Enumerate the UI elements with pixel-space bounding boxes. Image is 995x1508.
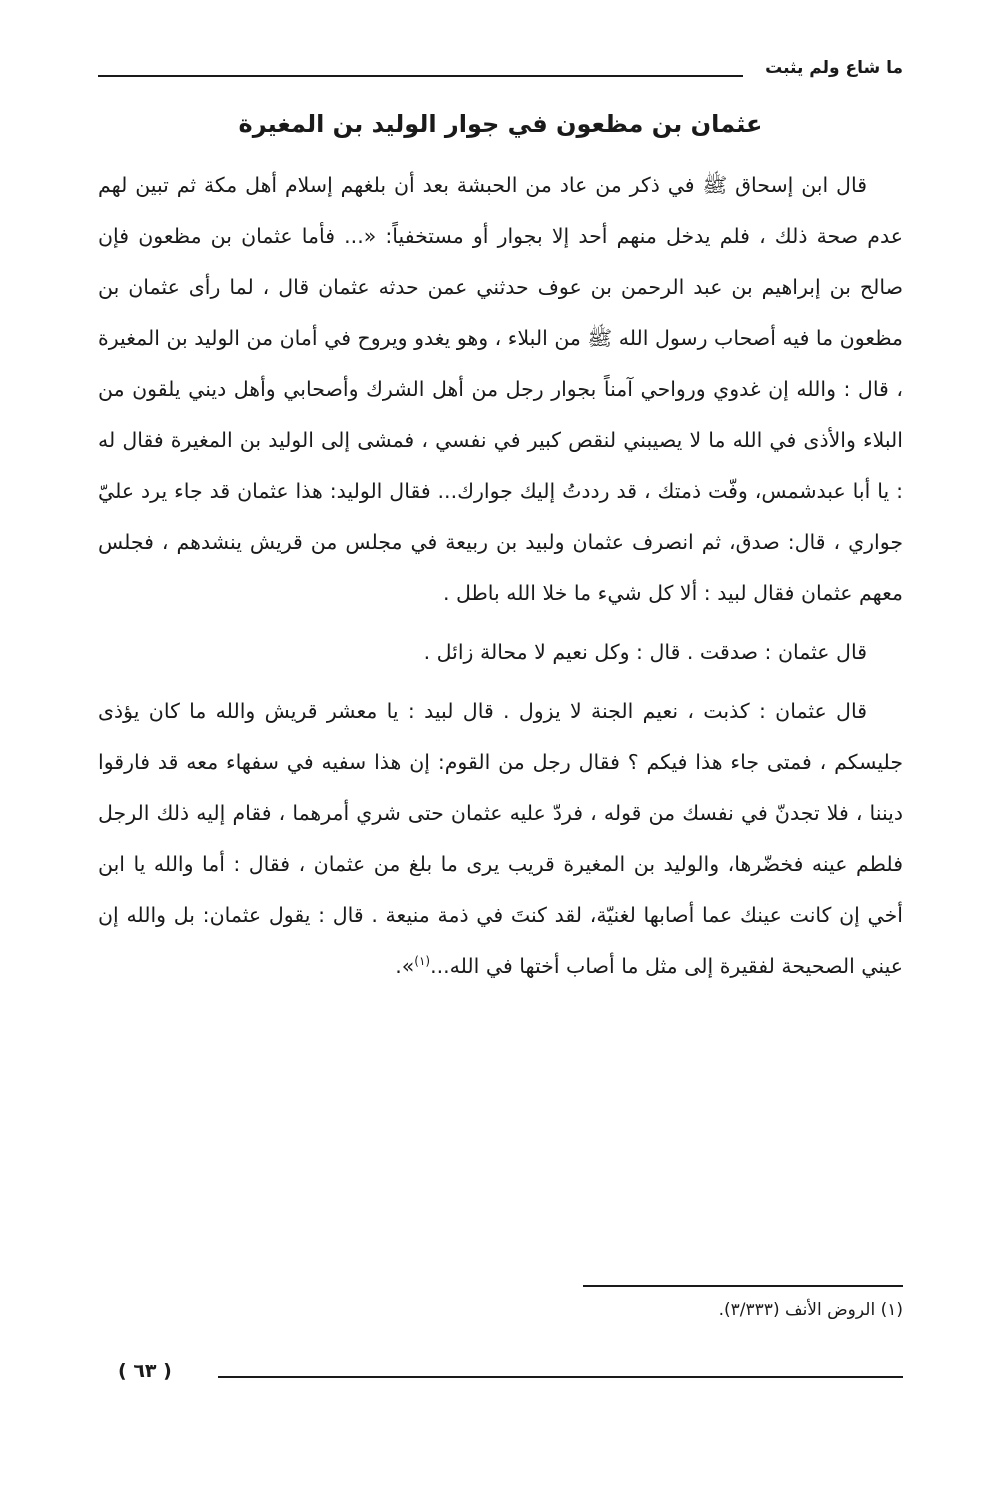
page-footer (98, 1360, 903, 1390)
footer-rule (218, 1376, 903, 1378)
paragraph-3-text: قال عثمان : كذبت ، نعيم الجنة لا يزول . قال لبيد : يا معشر قريش والله ما كان يؤذى جليسكم ، فمتى جاء هذا فيكم ؟ فقال رجل من القوم: إن هذا سفيه في سفهاء معه قد فارقوا ديننا ، فلا تجدنّ في نفسك من قوله ، فردّ عليه عثمان حتى شري أمرهما ، فقام إليه ذلك الرجل فلطم عينه فخضّرها، والوليد بن المغيرة قريب يرى ما بلغ من عثمان ، فقال : أما والله يا ابن أخي إن كانت عينك عما أصابها لغنيّة، لقد كنتَ في ذمة منيعة . قال : يقول عثمان: بل والله إن عيني الصحيحة لفقيرة إلى مثل ما أصاب أختها في الله... (98, 699, 903, 978)
footnote-reference[interactable]: (١) (414, 954, 431, 969)
page-number: ( ٦٣ ) (118, 1360, 172, 1382)
header-rule (98, 75, 743, 77)
paragraph-3 (98, 686, 903, 992)
closing-quote: ». (395, 954, 415, 978)
paragraph-2: قال عثمان : صدقت . قال : وكل نعيم لا محالة زائل . (423, 640, 867, 664)
paragraph-1: قال ابن إسحاق ﷺ في ذكر من عاد من الحبشة بعد أن بلغهم إسلام أهل مكة ثم تبين لهم عدم صحة ذلك ، فلم يدخل منهم أحد إلا بجوار أو مستخفياً: «... فأما عثمان بن مظعون فإن صالح بن إبراهيم بن عبد الرحمن بن عوف حدثني عمن حدثه عثمان قال ، لما رأى عثمان بن مظعون ما فيه أصحاب رسول الله ﷺ من البلاء ، وهو يغدو ويروح في أمان من الوليد بن المغيرة ، قال : والله إن غدوي ورواحي آمناً بجوار رجل من أهل الشرك وأصحابي وأهل ديني يلقون من البلاء والأذى في الله ما لا يصيبني لنقص كبير في نفسي ، فمشى إلى الوليد بن المغيرة فقال له : يا أبا عبدشمس، وفّت ذمتك ، قد رددتُ إليك جوارك... فقال الوليد: هذا عثمان قد جاء يرد عليّ جواري ، قال: صدق، ثم انصرف عثمان ولبيد بن ربيعة في مجلس من قريش ينشدهم ، فجلس معهم عثمان فقال لبيد : ألا كل شيء ما خلا الله باطل . (98, 173, 903, 605)
running-title: ما شاع ولم يثبت (765, 58, 903, 78)
body-text (98, 160, 903, 992)
section-heading: عثمان بن مظعون في جوار الوليد بن المغيرة (238, 110, 763, 138)
footnote-rule (583, 1285, 903, 1287)
running-header (98, 58, 903, 88)
footnote: (١) الروض الأنف (٣/٣٣٣). (718, 1300, 903, 1320)
